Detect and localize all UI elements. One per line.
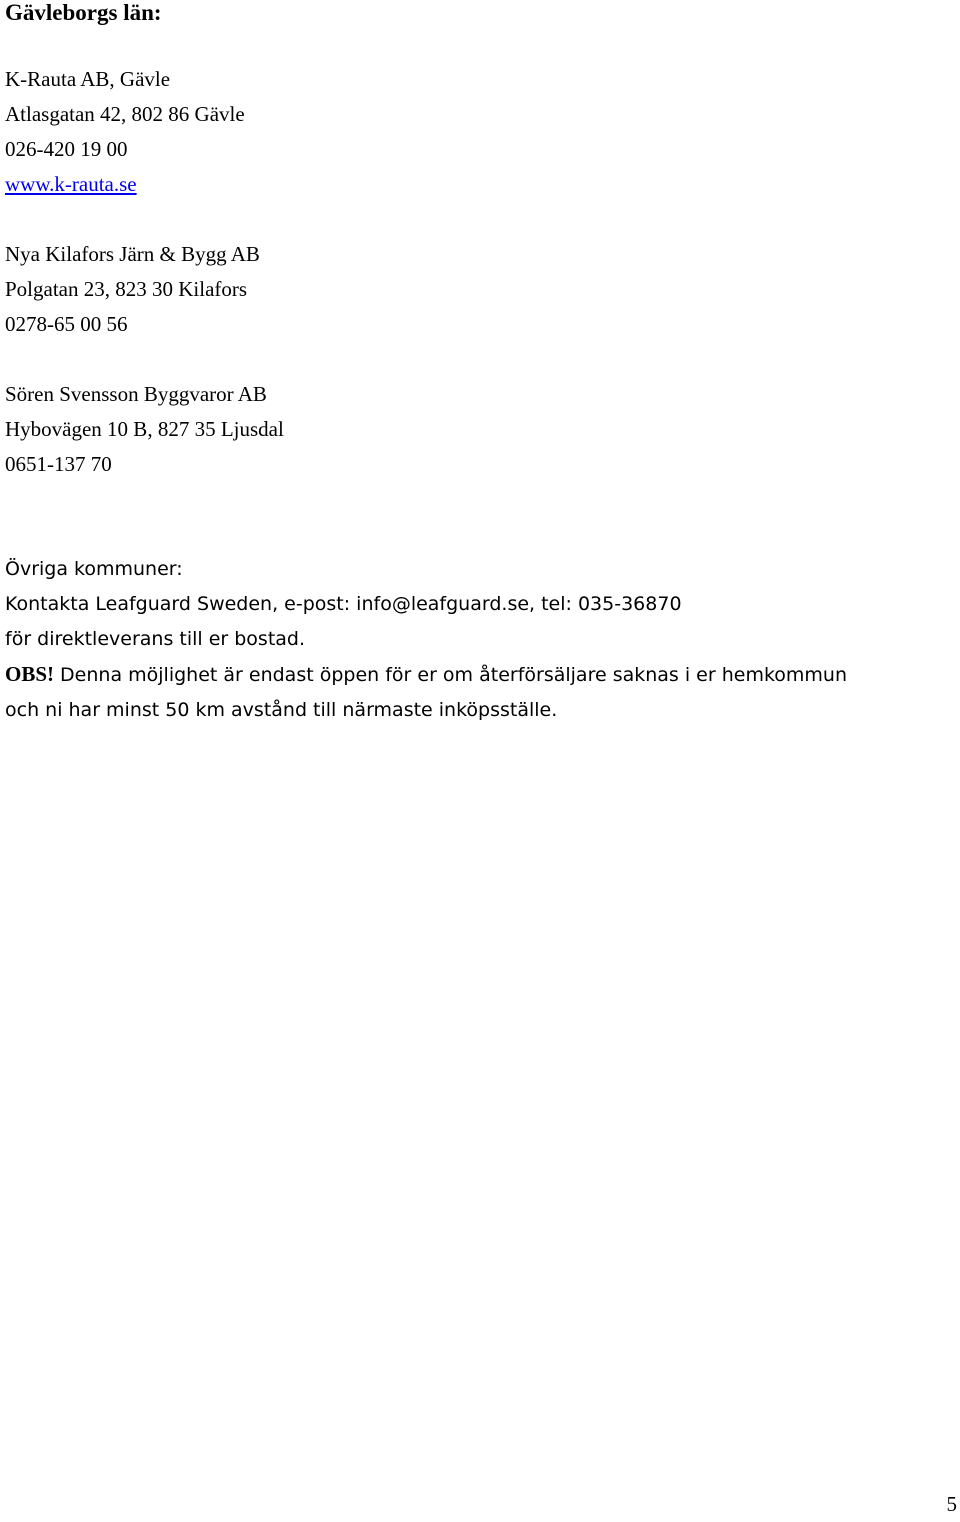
other-municipalities-section (5, 552, 847, 728)
obs-text-2: och ni har minst 50 km avstånd till närmaste inköpsställe. (5, 699, 558, 721)
delivery-line: för direktleverans till er bostad. (5, 628, 306, 650)
obs-paragraph (5, 657, 847, 693)
retailer-soren-svensson (5, 377, 284, 482)
retailer-website-link[interactable]: www.k-rauta.se (5, 172, 137, 196)
retailer-name: Nya Kilafors Järn & Bygg AB (5, 242, 260, 266)
obs-text-1: Denna möjlighet är endast öppen för er om återförsäljare saknas i er hemkommun (54, 664, 848, 686)
contact-line: Kontakta Leafguard Sweden, e-post: info@leafguard.se, tel: 035-36870 (5, 593, 682, 615)
page-number: 5 (946, 1492, 957, 1516)
other-title: Övriga kommuner: (5, 558, 183, 580)
retailer-nya-kilafors (5, 237, 260, 342)
retailer-address: Polgatan 23, 823 30 Kilafors (5, 277, 248, 301)
obs-label: OBS! (5, 662, 55, 686)
retailer-address: Atlasgatan 42, 802 86 Gävle (5, 102, 245, 126)
retailer-name: K-Rauta AB, Gävle (5, 67, 171, 91)
retailer-address: Hybovägen 10 B, 827 35 Ljusdal (5, 417, 284, 441)
retailer-name: Sören Svensson Byggvaror AB (5, 382, 267, 406)
retailer-phone: 026-420 19 00 (5, 137, 128, 161)
retailer-phone: 0278-65 00 56 (5, 312, 128, 336)
retailer-phone: 0651-137 70 (5, 452, 112, 476)
page-title: Gävleborgs län: (5, 0, 162, 25)
retailer-k-rauta (5, 62, 245, 202)
